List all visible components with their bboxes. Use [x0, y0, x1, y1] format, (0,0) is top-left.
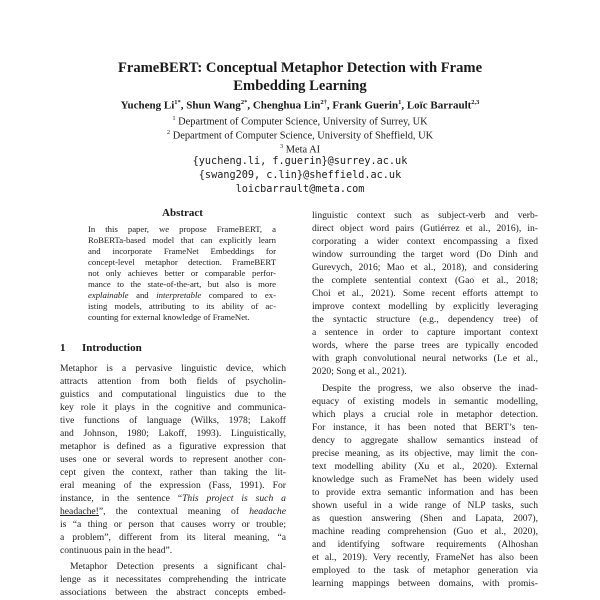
body-line: shown useful in a wide range of NLP tasks, such [312, 500, 538, 511]
author-mark: 2† [320, 99, 327, 106]
body-line: Metaphor is a pervasive linguistic device, which [60, 363, 286, 374]
abstract-line: not only achieves better or comparable perfor- [88, 268, 276, 278]
author-name: Loïc Barrault [406, 99, 472, 112]
affiliation-mark: 1 [172, 115, 176, 122]
author-mark: 1 [398, 99, 402, 106]
body-line: eral meaning of the expression (Fass, 1991). For [60, 480, 286, 491]
title-line-2: Embedding Learning [233, 78, 367, 94]
body-line: window surrounding the target word (Do Dinh and [312, 249, 538, 260]
body-line: improve context modelling by explicitly leveraging [312, 301, 538, 312]
abstract-line: counting for external knowledge of FrameNet. [88, 312, 250, 322]
body-line: linguistic context such as subject-verb and verb- [312, 210, 538, 221]
email-line: {swang209, c.lin}@sheffield.ac.uk [198, 170, 402, 181]
abstract-line: isting models, attributing to its ability of ac- [88, 301, 276, 311]
body-line: employed to the task of metaphor generation via [312, 565, 538, 576]
author-list: Yucheng $Li^{1*}$, Shun Wang$^{2*}$, Chenghua Lin$^{2\dagger}$, Frank Guerin$^1$, Loïc Barrault$^{2,3}$ [120, 99, 480, 112]
author-name: Yucheng Li [120, 99, 175, 112]
body-line: is “a thing or person that causes worry or trouble; [60, 519, 286, 530]
abstract-line: RoBERTa-based model that can explicitly learn [88, 235, 276, 245]
body-line: corporating a wider context encompassing a fixed [312, 236, 538, 247]
email-line: {yucheng.li, f.guerin}@surrey.ac.uk [192, 156, 408, 167]
body-line: headache!”, the contextual meaning of headache [60, 506, 286, 517]
body-line: direct object word pairs (Gutiérrez et al., 2016), in- [312, 223, 538, 234]
body-line: and identifying software requirements (Alhoshan [312, 539, 538, 550]
body-line: metaphor is defined as a figurative expression that [60, 441, 286, 452]
body-line: et al., 2019). Very recently, FrameNet has also been [312, 552, 538, 563]
body-line: dency to aggregate shallow semantics instead of [312, 435, 538, 446]
affiliation-mark: 3 [279, 143, 284, 150]
body-line: with graph convolutional neural networks (Le et al., [312, 353, 538, 364]
body-line: learning mappings between domains, with promis- [312, 578, 538, 589]
body-line: a sentence in order to capture important context [312, 327, 538, 338]
author-mark: 1* [174, 99, 181, 106]
body-line: key role it plays in the cognitive and communica- [60, 402, 286, 413]
body-line: a problem”, different from its literal meaning, “a [60, 532, 286, 543]
body-line: lenge as it necessitates comprehending the intricate [60, 574, 286, 585]
body-line: 2020; Song et al., 2021). [312, 366, 407, 377]
body-line: Despite the progress, we also observe the inad- [322, 383, 538, 394]
body-line: as question answering (Shen and Lapata, 2007), [312, 513, 538, 524]
body-line: the syntactic structure (e.g., dependency tree) of [312, 314, 538, 325]
author-name: Frank Guerin [332, 99, 399, 112]
body-line: uses one or several words to represent another con- [60, 454, 286, 465]
body-line: and Johnson, 1980; Lakoff, 1993). Linguistically, [60, 428, 286, 439]
body-line: continuous pain in the head”. [60, 545, 173, 556]
body-line: tive functions of language (Wilks, 1978; Lakoff [60, 415, 286, 426]
body-line: text modelling ability (Xu et al., 2020). External [312, 461, 538, 472]
affiliation-mark: 2 [166, 129, 171, 136]
email-line: loicbarrault@meta.com [235, 184, 365, 195]
title-line-1: FrameBERT: Conceptual Metaphor Detection with Frame [117, 60, 483, 76]
body-line: associations between the abstract concepts embed- [60, 587, 286, 598]
author-name: Shun Wang [186, 99, 241, 112]
body-line: knowledge such as FrameNet has been widely used [312, 474, 538, 485]
section-number: 1 [60, 342, 66, 354]
author-name: Chenghua Lin [252, 99, 321, 112]
paper-title [0, 59, 600, 95]
author-mark: 2* [240, 99, 248, 106]
section-title: Introduction [82, 342, 142, 354]
affiliation-text: Meta AI [285, 144, 321, 156]
abstract-line: concept-level metaphor detection. FrameBERT [88, 257, 276, 267]
abstract-line: explainable and interpretable compared to ex- [88, 290, 276, 300]
body-line: machine reading comprehension (Guo et al., 2020), [312, 526, 538, 537]
body-line: guistics and computational linguistics due to the [60, 389, 286, 400]
abstract-heading: Abstract [162, 207, 203, 219]
author-mark: 2,3 [471, 99, 480, 106]
body-line: attracts attention from both fields of psycholin- [60, 376, 286, 387]
abstract-line: and incorporate FrameNet Embeddings for [88, 246, 276, 256]
body-line: equacy of existing models in semantic modelling, [312, 396, 538, 407]
body-line: Metaphor Detection presents a significant chal- [70, 561, 286, 572]
body-line: the complete sentential context (Gao et al., 2018; [312, 275, 538, 286]
body-line: precise meaning, as its objective, may limit the con- [312, 448, 538, 459]
body-line: Choi et al., 2021). Some recent efforts attempt to [312, 288, 538, 299]
section-heading [60, 342, 142, 354]
affiliation-text: Department of Computer Science, University of Surrey, UK [178, 116, 428, 128]
affiliation [0, 140, 600, 156]
body-line: which plays a crucial role in metaphor detection. [312, 409, 538, 420]
body-line: to provide extra semantic information and has been [312, 487, 538, 498]
abstract-line: mance to the state-of-the-art, but also is more [88, 279, 276, 289]
body-line: instance, in the sentence “This project is such a [60, 493, 286, 504]
body-line: Gurevych, 2016; Mao et al., 2018), and considering [312, 262, 538, 273]
affiliation-text: Department of Computer Science, University of Sheffield, UK [172, 130, 434, 142]
abstract-line: In this paper, we propose FrameBERT, a [88, 224, 276, 234]
body-line: cept given the context, rather than taking the lit- [60, 467, 286, 478]
body-line: words, where the parse trees are typically encoded [312, 340, 538, 351]
body-line: For instance, it has been noted that BERT’s ten- [312, 422, 538, 433]
